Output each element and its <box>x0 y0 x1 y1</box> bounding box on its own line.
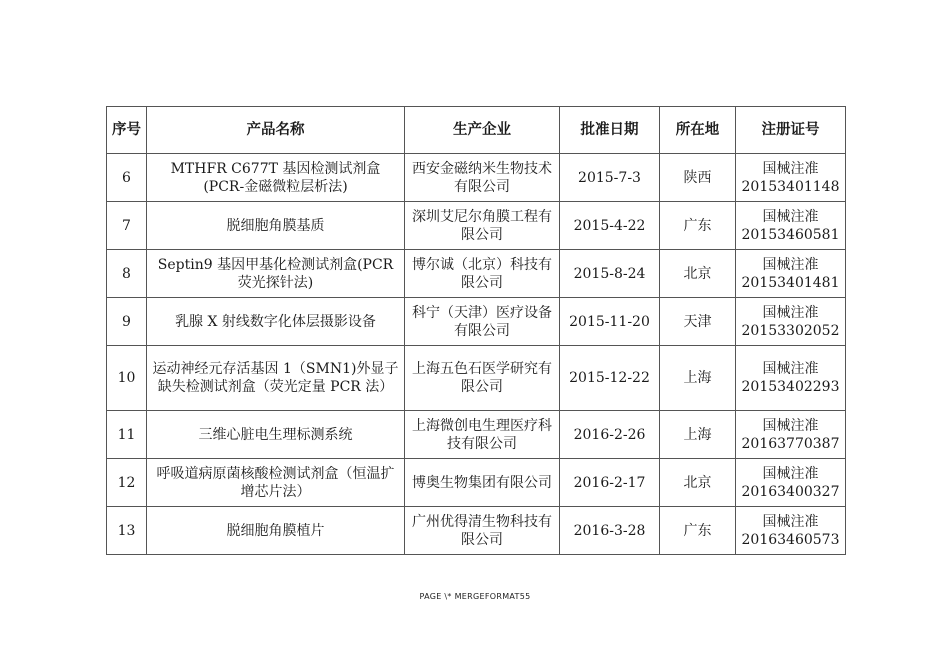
cell-location: 北京 <box>660 250 736 298</box>
cell-company: 西安金磁纳米生物技术有限公司 <box>405 154 560 202</box>
cell-product: 三维心脏电生理标测系统 <box>147 411 405 459</box>
cell-reg: 国械注准 20163770387 <box>736 411 846 459</box>
cell-product: 呼吸道病原菌核酸检测试剂盒（恒温扩增芯片法） <box>147 459 405 507</box>
cell-reg: 国械注准 20153401148 <box>736 154 846 202</box>
header-product: 产品名称 <box>147 107 405 154</box>
cell-date: 2015-4-22 <box>560 202 660 250</box>
cell-location: 广东 <box>660 202 736 250</box>
registration-table <box>106 106 846 555</box>
cell-reg: 国械注准 20163460573 <box>736 507 846 555</box>
cell-company: 广州优得清生物科技有限公司 <box>405 507 560 555</box>
cell-product: Septin9 基因甲基化检测试剂盒(PCR 荧光探针法) <box>147 250 405 298</box>
header-company: 生产企业 <box>405 107 560 154</box>
cell-location: 上海 <box>660 346 736 411</box>
cell-date: 2016-3-28 <box>560 507 660 555</box>
cell-date: 2015-12-22 <box>560 346 660 411</box>
table-row <box>107 346 846 411</box>
cell-seq: 6 <box>107 154 147 202</box>
cell-seq: 8 <box>107 250 147 298</box>
cell-location: 天津 <box>660 298 736 346</box>
cell-reg: 国械注准 20153460581 <box>736 202 846 250</box>
cell-company: 博尔诚（北京）科技有限公司 <box>405 250 560 298</box>
cell-date: 2016-2-26 <box>560 411 660 459</box>
table-row <box>107 154 846 202</box>
table-row <box>107 507 846 555</box>
table-row <box>107 250 846 298</box>
header-seq: 序号 <box>107 107 147 154</box>
cell-seq: 11 <box>107 411 147 459</box>
cell-company: 科宁（天津）医疗设备有限公司 <box>405 298 560 346</box>
table-row <box>107 459 846 507</box>
cell-product: 脱细胞角膜基质 <box>147 202 405 250</box>
cell-seq: 9 <box>107 298 147 346</box>
cell-product: 运动神经元存活基因 1（SMN1)外显子缺失检测试剂盒（荧光定量 PCR 法） <box>147 346 405 411</box>
cell-reg: 国械注准 20153302052 <box>736 298 846 346</box>
cell-location: 上海 <box>660 411 736 459</box>
cell-date: 2015-8-24 <box>560 250 660 298</box>
table-header-row <box>107 107 846 154</box>
cell-company: 博奥生物集团有限公司 <box>405 459 560 507</box>
cell-seq: 7 <box>107 202 147 250</box>
cell-product: 乳腺 X 射线数字化体层摄影设备 <box>147 298 405 346</box>
cell-product: 脱细胞角膜植片 <box>147 507 405 555</box>
header-location: 所在地 <box>660 107 736 154</box>
cell-company: 上海微创电生理医疗科技有限公司 <box>405 411 560 459</box>
cell-date: 2015-7-3 <box>560 154 660 202</box>
cell-reg: 国械注准 20153402293 <box>736 346 846 411</box>
header-date: 批准日期 <box>560 107 660 154</box>
cell-date: 2016-2-17 <box>560 459 660 507</box>
cell-date: 2015-11-20 <box>560 298 660 346</box>
cell-seq: 12 <box>107 459 147 507</box>
page-footer: PAGE \* MERGEFORMAT55 <box>419 592 531 601</box>
table-row <box>107 411 846 459</box>
cell-location: 北京 <box>660 459 736 507</box>
cell-seq: 10 <box>107 346 147 411</box>
cell-location: 陕西 <box>660 154 736 202</box>
cell-company: 深圳艾尼尔角膜工程有限公司 <box>405 202 560 250</box>
cell-location: 广东 <box>660 507 736 555</box>
table-row <box>107 202 846 250</box>
cell-reg: 国械注准 20163400327 <box>736 459 846 507</box>
cell-company: 上海五色石医学研究有限公司 <box>405 346 560 411</box>
table-row <box>107 298 846 346</box>
cell-seq: 13 <box>107 507 147 555</box>
cell-product: MTHFR C677T 基因检测试剂盒(PCR-金磁微粒层析法) <box>147 154 405 202</box>
header-reg: 注册证号 <box>736 107 846 154</box>
cell-reg: 国械注准 20153401481 <box>736 250 846 298</box>
